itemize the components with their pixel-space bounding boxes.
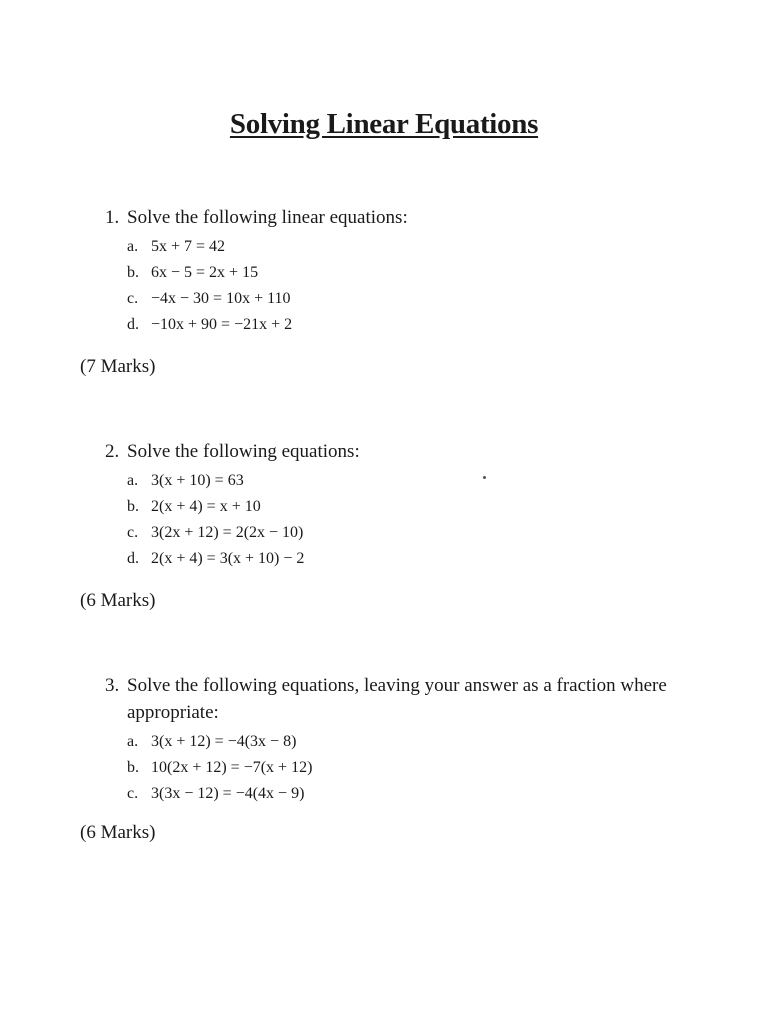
question-1 [105,204,705,338]
question-3-item-a [127,729,705,755]
question-2-number: 2. [105,441,120,462]
question-2-marks: (6 Marks) [80,590,156,611]
item-equation: 5x + 7 = 42 [151,238,226,255]
question-2-text: Solve the following equations: [127,441,360,462]
question-2-item-d [127,546,705,572]
item-equation: 6x − 5 = 2x + 15 [151,264,259,281]
question-2-item-c [127,520,705,546]
question-2 [105,438,705,572]
question-1-marks: (7 Marks) [80,356,156,377]
question-1-prompt [105,204,705,231]
question-3-item-b [127,755,705,781]
item-equation: 3(x + 12) = −4(3x − 8) [151,733,297,750]
item-letter: d. [127,550,139,567]
question-3-number: 3. [105,675,120,696]
item-equation: −4x − 30 = 10x + 110 [151,290,291,307]
page-title: Solving Linear Equations [229,108,539,140]
question-2-prompt [105,438,705,465]
question-1-items [105,234,705,338]
item-letter: a. [127,238,139,255]
question-2-item-b [127,494,705,520]
item-letter: b. [127,264,139,281]
question-3-prompt [105,672,705,726]
question-3-items [105,729,705,807]
item-equation: 3(2x + 12) = 2(2x − 10) [151,524,304,541]
question-3-text: Solve the following equations, leaving your answer as a fraction where appropriate: [127,675,667,723]
item-letter: b. [127,498,139,515]
question-1-text: Solve the following linear equations: [127,207,408,228]
question-1-item-b [127,260,705,286]
stray-mark [483,476,486,479]
item-letter: c. [127,524,139,541]
item-letter: d. [127,316,139,333]
item-equation: 2(x + 4) = 3(x + 10) − 2 [151,550,305,567]
item-equation: 3(x + 10) = 63 [151,472,244,489]
question-1-number: 1. [105,207,120,228]
item-equation: −10x + 90 = −21x + 2 [151,316,293,333]
question-1-item-c [127,286,705,312]
question-1-item-a [127,234,705,260]
item-equation: 2(x + 4) = x + 10 [151,498,261,515]
question-3-marks: (6 Marks) [80,822,156,843]
item-letter: b. [127,759,139,776]
item-letter: a. [127,733,139,750]
item-letter: c. [127,785,139,802]
item-letter: a. [127,472,139,489]
item-equation: 10(2x + 12) = −7(x + 12) [151,759,313,776]
question-3-item-c [127,781,705,807]
item-equation: 3(3x − 12) = −4(4x − 9) [151,785,305,802]
question-1-item-d [127,312,705,338]
question-2-items [105,468,705,572]
question-3 [105,672,705,807]
question-2-item-a [127,468,705,494]
item-letter: c. [127,290,139,307]
